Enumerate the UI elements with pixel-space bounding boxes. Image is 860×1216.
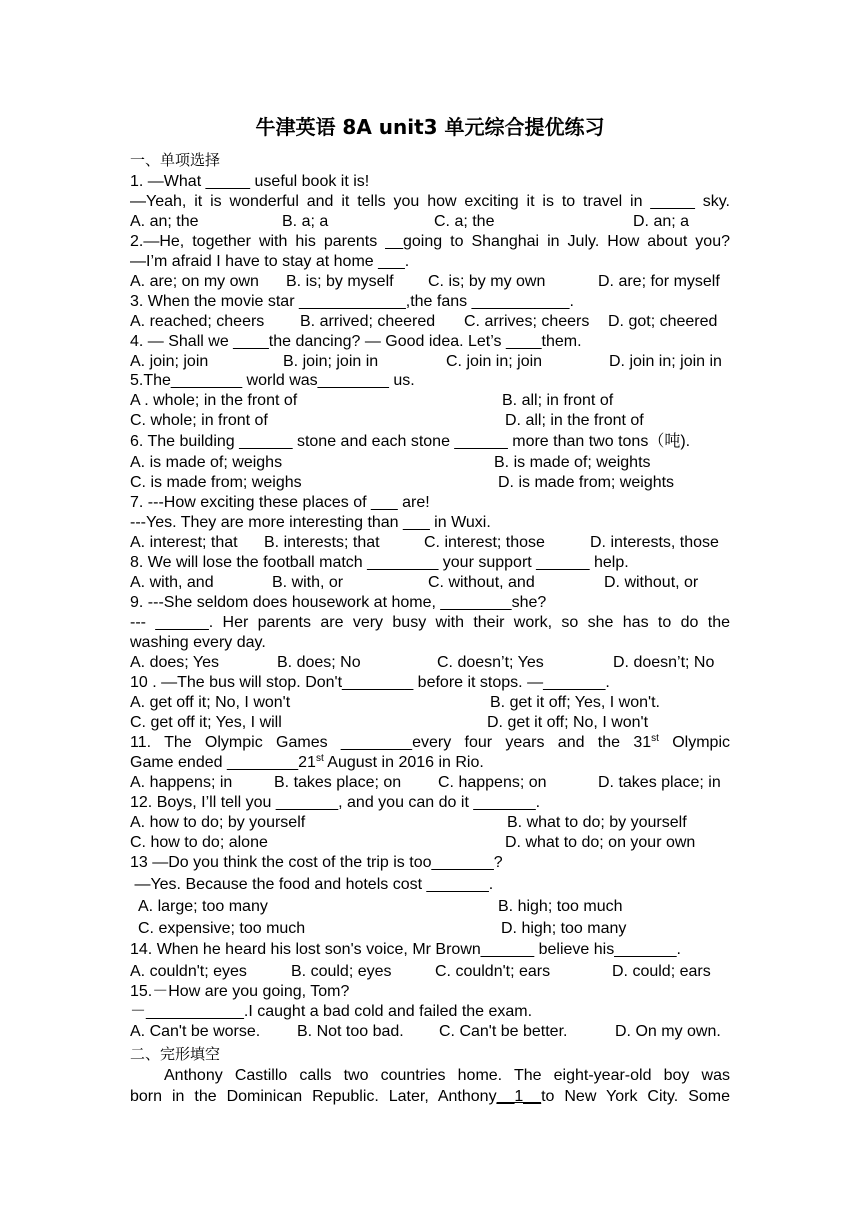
question-11-stem-text: 11. The Olympic Games ________every four years and the 31 xyxy=(130,734,652,751)
question-9-stem-continued: --- ______. Her parents are very busy with their work, so she has to do the xyxy=(130,614,730,631)
option-d: D. On my own. xyxy=(615,1023,721,1040)
option-c: C. doesn’t; Yes xyxy=(437,654,544,671)
question-11-stem-continued xyxy=(130,753,730,773)
option-a: A. with, and xyxy=(130,574,214,591)
option-c: C. couldn't; ears xyxy=(435,963,551,980)
option-d: D. interests, those xyxy=(590,534,719,551)
option-d: D. get it off; No, I won't xyxy=(487,714,649,731)
option-a: A. an; the xyxy=(130,213,199,230)
option-a: A. how to do; by yourself xyxy=(130,814,306,831)
section-heading-single-choice: 一、单项选择 xyxy=(130,151,221,169)
option-c: C. get off it; Yes, I will xyxy=(130,714,282,731)
question-9-stem: 9. ---She seldom does housework at home, ________she? xyxy=(130,594,547,611)
option-a: A. get off it; No, I won't xyxy=(130,694,291,711)
option-a: A . whole; in the front of xyxy=(130,392,298,409)
option-b: B. Not too bad. xyxy=(297,1023,404,1040)
page-title: 牛津英语 8A unit3 单元综合提优练习 xyxy=(255,115,605,139)
cloze-passage-line-1: Anthony Castillo calls two countries home. The eight-year-old boy was xyxy=(164,1067,730,1084)
option-d: D. got; cheered xyxy=(608,313,718,330)
option-a: A. couldn't; eyes xyxy=(130,963,247,980)
option-d: D. are; for myself xyxy=(598,273,720,290)
question-15-stem: 15.－How are you going, Tom? xyxy=(130,983,350,1000)
option-c: C. Can't be better. xyxy=(439,1023,568,1040)
question-1-stem: 1. —What _____ useful book it is! xyxy=(130,173,370,190)
option-c: C. is; by my own xyxy=(428,273,546,290)
option-d: D. what to do; on your own xyxy=(505,834,696,851)
option-c: C. whole; in front of xyxy=(130,412,268,429)
option-d: D. takes place; in xyxy=(598,774,721,791)
question-5-stem: 5.The________ world was________ us. xyxy=(130,372,415,389)
option-c: C. a; the xyxy=(434,213,495,230)
question-13-stem: 13 —Do you think the cost of the trip is too_______? xyxy=(130,854,503,871)
question-1-stem-continued: —Yeah, it is wonderful and it tells you how exciting it is to travel in _____ sky. xyxy=(130,193,730,210)
option-b: B. is; by myself xyxy=(286,273,394,290)
option-c: C. without, and xyxy=(428,574,535,591)
option-c: C. interest; those xyxy=(424,534,545,551)
option-b: B. is made of; weights xyxy=(494,454,651,471)
option-d: D. without, or xyxy=(604,574,699,591)
option-a: A. join; join xyxy=(130,353,209,370)
option-a: A. does; Yes xyxy=(130,654,219,671)
question-7-stem: 7. ---How exciting these places of ___ are! xyxy=(130,494,430,511)
question-8-stem: 8. We will lose the football match ________ your support ______ help. xyxy=(130,554,629,571)
option-a: A. happens; in xyxy=(130,774,233,791)
question-11-stem2-tail: August in 2016 in Rio. xyxy=(323,754,484,771)
option-d: D. all; in the front of xyxy=(505,412,644,429)
option-c: C. expensive; too much xyxy=(138,920,306,937)
option-b: B. join; join in xyxy=(283,353,379,370)
option-b: B. what to do; by yourself xyxy=(507,814,687,831)
option-d: D. could; ears xyxy=(612,963,711,980)
option-b: B. arrived; cheered xyxy=(300,313,436,330)
option-b: B. get it off; Yes, I won't. xyxy=(490,694,660,711)
option-a: A. large; too many xyxy=(138,898,268,915)
question-11-stem2-text: Game ended ________21 xyxy=(130,754,316,771)
option-b: B. all; in front of xyxy=(502,392,614,409)
question-11-stem xyxy=(130,733,730,753)
question-9-stem-continued-2: washing every day. xyxy=(130,634,266,651)
option-b: B. high; too much xyxy=(498,898,623,915)
question-3-stem: 3. When the movie star ____________,the fans ___________. xyxy=(130,293,574,310)
option-b: B. a; a xyxy=(282,213,329,230)
option-b: B. could; eyes xyxy=(291,963,392,980)
option-c: C. is made from; weighs xyxy=(130,474,302,491)
question-13-stem-continued: —Yes. Because the food and hotels cost _______. xyxy=(130,876,494,893)
option-a: A. is made of; weighs xyxy=(130,454,283,471)
question-10-stem: 10 . —The bus will stop. Don't________ before it stops. —_______. xyxy=(130,674,610,691)
option-d: D. is made from; weights xyxy=(498,474,675,491)
ordinal-suffix: st xyxy=(651,733,659,744)
cloze-blank-1: __1__ xyxy=(496,1088,542,1105)
question-2-stem: 2.—He, together with his parents __going to Shanghai in July. How about you? xyxy=(130,233,730,250)
option-a: A. interest; that xyxy=(130,534,238,551)
option-d: D. join in; join in xyxy=(609,353,722,370)
option-c: C. how to do; alone xyxy=(130,834,268,851)
question-2-stem-continued: —I’m afraid I have to stay at home ___. xyxy=(130,253,410,270)
option-d: D. doesn’t; No xyxy=(613,654,715,671)
ordinal-suffix: st xyxy=(315,753,324,764)
option-a: A. Can't be worse. xyxy=(130,1023,261,1040)
section-heading-cloze: 二、完形填空 xyxy=(130,1045,221,1063)
option-b: B. with, or xyxy=(272,574,344,591)
option-c: C. join in; join xyxy=(446,353,543,370)
option-d: D. an; a xyxy=(633,213,690,230)
question-4-stem: 4. — Shall we ____the dancing? — Good idea. Let’s ____them. xyxy=(130,333,582,350)
option-b: B. interests; that xyxy=(264,534,380,551)
question-14-stem: 14. When he heard his lost son's voice, Mr Brown______ believe his_______. xyxy=(130,941,681,958)
option-c: C. happens; on xyxy=(438,774,547,791)
option-c: C. arrives; cheers xyxy=(464,313,590,330)
cloze-text: to New York City. Some xyxy=(541,1088,730,1105)
question-7-stem-continued: ---Yes. They are more interesting than ___ in Wuxi. xyxy=(130,514,491,531)
option-a: A. reached; cheers xyxy=(130,313,265,330)
question-11-stem-tail: Olympic xyxy=(658,734,731,751)
option-d: D. high; too many xyxy=(501,920,627,937)
option-b: B. takes place; on xyxy=(274,774,402,791)
cloze-passage-line-2 xyxy=(130,1087,730,1107)
option-b: B. does; No xyxy=(277,654,361,671)
question-12-stem: 12. Boys, I’ll tell you _______, and you can do it _______. xyxy=(130,794,541,811)
question-6-stem: 6. The building ______ stone and each stone ______ more than two tons（吨). xyxy=(130,433,691,450)
cloze-text: born in the Dominican Republic. Later, Anthony xyxy=(130,1088,497,1105)
question-15-stem-continued: －___________.I caught a bad cold and failed the exam. xyxy=(130,1003,533,1020)
option-a: A. are; on my own xyxy=(130,273,259,290)
